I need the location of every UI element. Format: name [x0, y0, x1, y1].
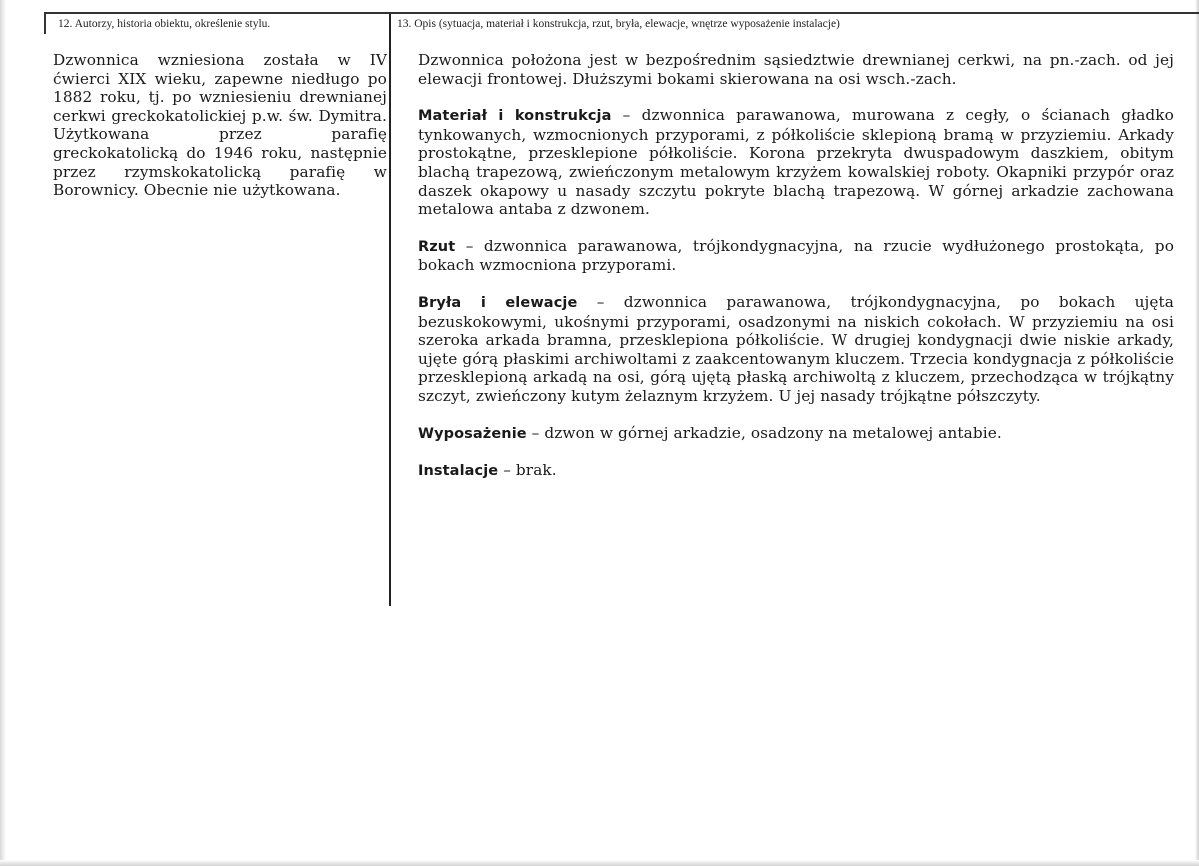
form-left-rule [44, 14, 46, 34]
installations-heading: Instalacje [418, 463, 499, 480]
description-column [418, 51, 1174, 499]
section-12-header: 12. Autorzy, historia obiektu, określenie stylu. [58, 18, 271, 30]
plan-paragraph [418, 237, 1174, 275]
section-13-header: 13. Opis (sytuacja, materiał i konstrukcja, rzut, bryła, elewacje, wnętrze wyposażenie instalacje) [397, 18, 840, 30]
body-heading: Bryła i elewacje [418, 294, 578, 311]
body-paragraph [418, 293, 1174, 406]
installations-paragraph [418, 461, 1174, 481]
furnishing-text: – dzwon w górnej arkadzie, osadzony na metalowej antabie. [526, 423, 1002, 442]
form-top-rule [44, 12, 1199, 14]
plan-heading: Rzut [418, 238, 456, 255]
material-paragraph [418, 106, 1174, 219]
history-column [53, 51, 387, 218]
furnishing-paragraph [418, 424, 1174, 444]
furnishing-heading: Wyposażenie [418, 425, 527, 442]
body-text: – dzwonnica parawanowa, trójkondygnacyjna, po bokach ujęta bezuskokowymi, ukośnymi przyporami, osadzonymi na niskich cokołach. W przyziemiu na osi szeroka arkada bramna, przesklepiona półkoliście. W drugiej kondygnacji dwie niskie arkady, ujęte górą płaskimi archiwoltami z zaakcentowanym kluczem. Trzecia kondygnacja z półkoliście przesklepioną arkadą na osi, górą ujętą płaską archiwoltą z kluczem, przechodząca w trójkątny szczyt, zwieńczony kutym żelaznym krzyżem. U jej nasady trójkątne półszczyty. [418, 292, 1174, 405]
page-edge-bottom [0, 860, 1199, 866]
column-divider [389, 14, 391, 606]
installations-text: – brak. [498, 461, 557, 480]
history-paragraph: Dzwonnica wzniesiona została w IV ćwierci XIX wieku, zapewne niedługo po 1882 roku, tj. po wzniesieniu drewnianej cerkwi greckokatolickiej p.w. św. Dymitra. Użytkowana przez parafię greckokatolicką do 1946 roku, następnie przez rzymskokatolicką parafię w Borownicy. Obecnie nie użytkowana. [53, 51, 387, 200]
material-text: – dzwonnica parawanowa, murowana z cegły, o ścianach gładko tynkowanych, wzmocnionych przyporami, z półkoliście sklepioną bramą w przyziemiu. Arkady prostokątne, przesklepione półkoliście. Korona przekryta dwuspadowym daszkiem, obitym blachą trapezową, zwieńczonym metalowym krzyżem kowalskiej roboty. Okapniki przypór oraz daszek okapowy u nasady szczytu pokryte blachą trapezową. W górnej arkadzie zachowana metalowa antaba z dzwonem. [418, 106, 1174, 219]
situation-paragraph: Dzwonnica położona jest w bezpośrednim sąsiedztwie drewnianej cerkwi, na pn.-zach. od jej elewacji frontowej. Dłuższymi bokami skierowana na osi wsch.-zach. [418, 51, 1174, 88]
page-edge-left [0, 0, 6, 866]
material-heading: Materiał i konstrukcja [418, 108, 612, 125]
page-edge-right [1195, 0, 1199, 866]
plan-text: – dzwonnica parawanowa, trójkondygnacyjna, na rzucie wydłużonego prostokąta, po bokach wzmocniona przyporami. [418, 236, 1174, 275]
